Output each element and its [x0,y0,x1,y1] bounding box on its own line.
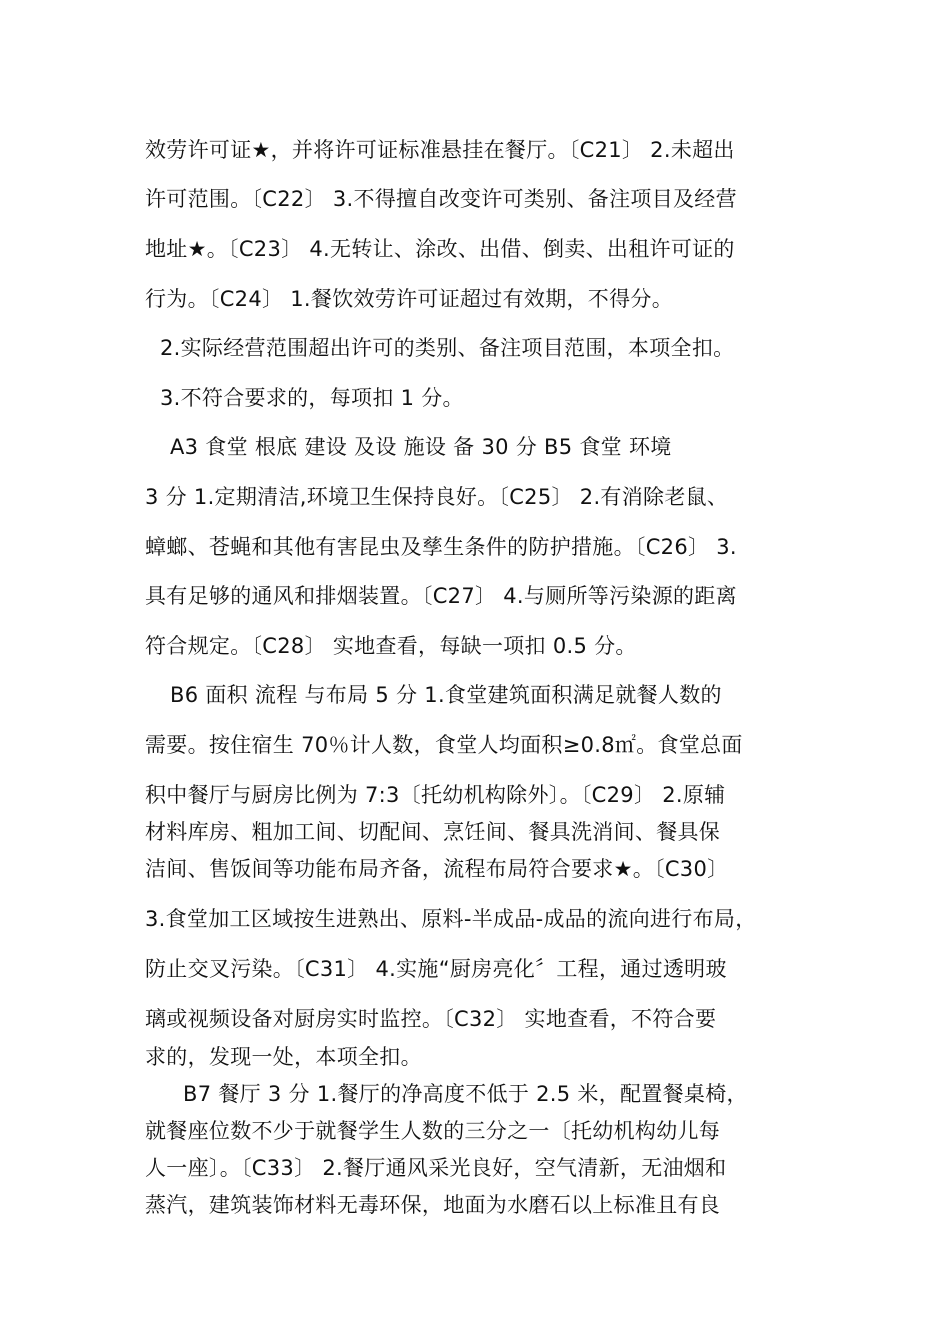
text-line: 3.食堂加工区域按生进熟出、原料-半成品-成品的流向进行布局， [145,907,757,931]
text-line: 蒸汽，建筑装饰材料无毒环保，地面为水磨石以上标准且有良 [145,1193,721,1217]
text-line: 地址★。〔C23〕 4.无转让、涂改、出借、倒卖、出租许可证的 [145,237,735,261]
text-line: 符合规定。〔C28〕 实地查看，每缺一项扣 0.5 分。 [145,634,637,658]
text-line: 就餐座位数不少于就餐学生人数的三分之一〔托幼机构幼儿每 [145,1119,721,1143]
text-line: 需要。按住宿生 70％计人数，食堂人均面积≥0.8㎡。食堂总面 [145,733,743,757]
text-line: 2.实际经营范围超出许可的类别、备注项目范围，本项全扣。 [160,336,735,360]
text-line: 洁间、售饭间等功能布局齐备，流程布局符合要求★。〔C30〕 [145,857,729,881]
text-line: 蟑螂、苍蝇和其他有害昆虫及孳生条件的防护措施。〔C26〕 3. [145,535,737,559]
text-line: 求的，发现一处，本项全扣。 [145,1045,422,1069]
text-line: A3 食堂 根底 建设 及设 施设 备 30 分 B5 食堂 环境 [170,435,672,459]
text-line: 璃或视频设备对厨房实时监控。〔C32〕 实地查看，不符合要 [145,1007,717,1031]
text-line: 3.不符合要求的，每项扣 1 分。 [160,386,464,410]
text-line: 效劳许可证★，并将许可证标准悬挂在餐厅。〔C21〕 2.未超出 [145,138,735,162]
text-line: 许可范围。〔C22〕 3.不得擅自改变许可类别、备注项目及经营 [145,187,737,211]
text-line: 具有足够的通风和排烟装置。〔C27〕 4.与厕所等污染源的距离 [145,584,737,608]
text-line: B7 餐厅 3 分 1.餐厅的净高度不低于 2.5 米，配置餐桌椅， [183,1082,748,1106]
text-line: 3 分 1.定期清洁,环境卫生保持良好。〔C25〕 2.有消除老鼠、 [145,485,729,509]
text-line: 防止交叉污染。〔C31〕 4.实施“厨房亮化〞工程，通过透明玻 [145,957,727,981]
text-line: 行为。〔C24〕 1.餐饮效劳许可证超过有效期，不得分。 [145,287,673,311]
text-line: B6 面积 流程 与布局 5 分 1.食堂建筑面积满足就餐人数的 [170,683,722,707]
text-line: 积中餐厅与厨房比例为 7:3〔托幼机构除外〕。〔C29〕 2.原辅 [145,783,726,807]
text-line: 材料库房、粗加工间、切配间、烹饪间、餐具洗消间、餐具保 [145,820,721,844]
text-line: 人一座〕。〔C33〕 2.餐厅通风采光良好，空气清新，无油烟和 [145,1156,727,1180]
